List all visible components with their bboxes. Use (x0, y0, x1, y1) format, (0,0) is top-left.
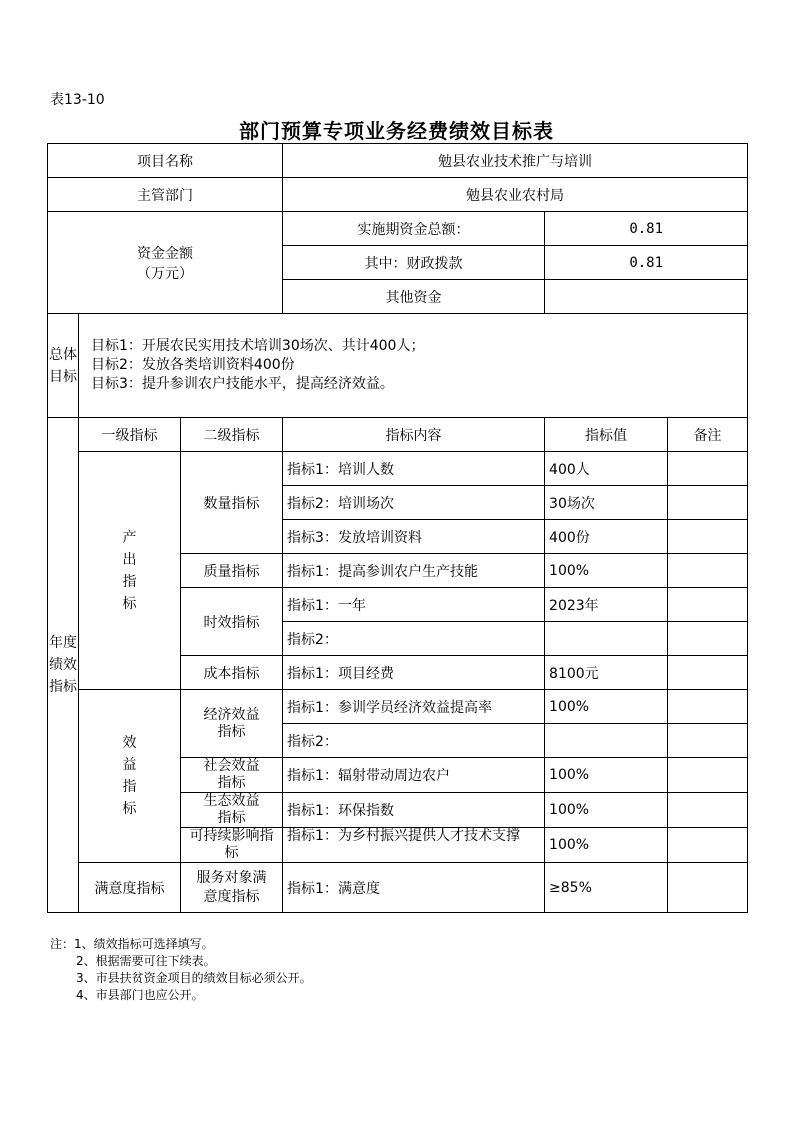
overall-goals-label: 总体目标 (48, 314, 79, 418)
indicator-remark (668, 758, 748, 793)
goal-item: 目标1：开展农民实用技术培训30场次、共计400人； (91, 338, 425, 354)
benefit-indicators-label (79, 690, 181, 863)
indicator-value: 400人 (545, 452, 668, 486)
indicator-remark (668, 486, 748, 520)
funds-fiscal-label: 其中：财政拨款 (283, 246, 545, 280)
goal-item: 目标3：提升参训农户技能水平，提高经济效益。 (91, 376, 394, 392)
indicator-remark (668, 828, 748, 863)
page-title: 部门预算专项业务经费绩效目标表 (239, 119, 554, 143)
funds-label-line2: （万元） (137, 265, 194, 282)
annual-indicators-label: 年度绩效指标 (48, 418, 79, 913)
satisfaction-indicators-label: 满意度指标 (79, 863, 181, 913)
level2-indicator-text: 社会效益指标 (203, 758, 260, 791)
indicator-remark (668, 554, 748, 588)
indicator-remark (668, 520, 748, 554)
indicator-content: 指标1：一年 (283, 588, 545, 622)
header-remark: 备注 (668, 418, 748, 452)
indicator-remark (668, 724, 748, 758)
indicator-value: 2023年 (545, 588, 668, 622)
funds-total-label: 实施期资金总额： (283, 212, 545, 246)
funds-total-value: 0.81 (545, 212, 748, 246)
indicator-content: 指标2： (283, 622, 545, 656)
performance-table (47, 143, 748, 913)
indicator-remark (668, 452, 748, 486)
header-level2: 二级指标 (181, 418, 283, 452)
level2-indicator: 时效指标 (181, 588, 283, 656)
header-value: 指标值 (545, 418, 668, 452)
level2-indicator (181, 863, 283, 913)
indicator-content: 指标2： (283, 724, 545, 758)
notes (50, 936, 312, 1004)
indicator-value: 30场次 (545, 486, 668, 520)
level2-indicator (181, 690, 283, 758)
indicator-content: 指标1：参训学员经济效益提高率 (283, 690, 545, 724)
level2-indicator: 数量指标 (181, 452, 283, 554)
level2-indicator-text: 生态效益指标 (203, 793, 260, 826)
level2-indicator-text: 经济效益指标 (203, 706, 260, 740)
indicator-remark (668, 622, 748, 656)
overall-goals (79, 314, 748, 418)
indicator-value (545, 724, 668, 758)
level2-indicator (181, 758, 283, 793)
indicator-content (283, 828, 545, 863)
indicator-value: 100% (545, 554, 668, 588)
level2-indicator: 质量指标 (181, 554, 283, 588)
note-item: 4、市县部门也应公开。 (76, 988, 204, 1002)
indicator-content-text: 指标1：为乡村振兴提供人才技术支撑 (287, 828, 520, 844)
output-indicators-label (79, 452, 181, 690)
indicator-value: 8100元 (545, 656, 668, 690)
indicator-remark (668, 863, 748, 913)
benefit-indicators-text: 效益指标 (122, 735, 137, 817)
project-name-label: 项目名称 (48, 144, 283, 178)
indicator-remark (668, 656, 748, 690)
level2-indicator (181, 793, 283, 828)
funds-fiscal-value: 0.81 (545, 246, 748, 280)
table-code: 表13-10 (50, 92, 105, 108)
indicator-value (545, 622, 668, 656)
project-name-value: 勉县农业技术推广与培训 (283, 144, 748, 178)
indicator-remark (668, 690, 748, 724)
indicator-remark (668, 793, 748, 828)
note-item: 2、根据需要可往下续表。 (76, 954, 216, 968)
indicator-content: 指标1：培训人数 (283, 452, 545, 486)
indicator-content: 指标3：发放培训资料 (283, 520, 545, 554)
level2-indicator-text: 服务对象满意度指标 (196, 869, 267, 905)
indicator-content: 指标1：项目经费 (283, 656, 545, 690)
level2-indicator (181, 828, 283, 863)
output-indicators-text: 产出指标 (122, 529, 137, 612)
indicator-value: 100% (545, 758, 668, 793)
indicator-value: 100% (545, 793, 668, 828)
level2-indicator-text: 可持续影响指标 (189, 828, 274, 861)
header-content: 指标内容 (283, 418, 545, 452)
funds-label-line1: 资金金额 (137, 245, 194, 262)
note-item: 注：1、绩效指标可选择填写。 (50, 937, 214, 951)
indicator-content: 指标1：环保指数 (283, 793, 545, 828)
indicator-content: 指标1：提高参训农户生产技能 (283, 554, 545, 588)
indicator-value: 100% (545, 690, 668, 724)
goal-item: 目标2：发放各类培训资料400份 (91, 357, 295, 373)
indicator-value: ≥85% (545, 863, 668, 913)
funds-label (48, 212, 283, 314)
indicator-content: 指标2：培训场次 (283, 486, 545, 520)
funds-other-label: 其他资金 (283, 280, 545, 314)
department-value: 勉县农业农村局 (283, 178, 748, 212)
header-level1: 一级指标 (79, 418, 181, 452)
level2-indicator: 成本指标 (181, 656, 283, 690)
indicator-value: 100% (545, 828, 668, 863)
note-item: 3、市县扶贫资金项目的绩效目标必须公开。 (76, 971, 312, 985)
indicator-content: 指标1：辐射带动周边农户 (283, 758, 545, 793)
indicator-content: 指标1：满意度 (283, 863, 545, 913)
indicator-value: 400份 (545, 520, 668, 554)
indicator-remark (668, 588, 748, 622)
funds-other-value (545, 280, 748, 314)
department-label: 主管部门 (48, 178, 283, 212)
